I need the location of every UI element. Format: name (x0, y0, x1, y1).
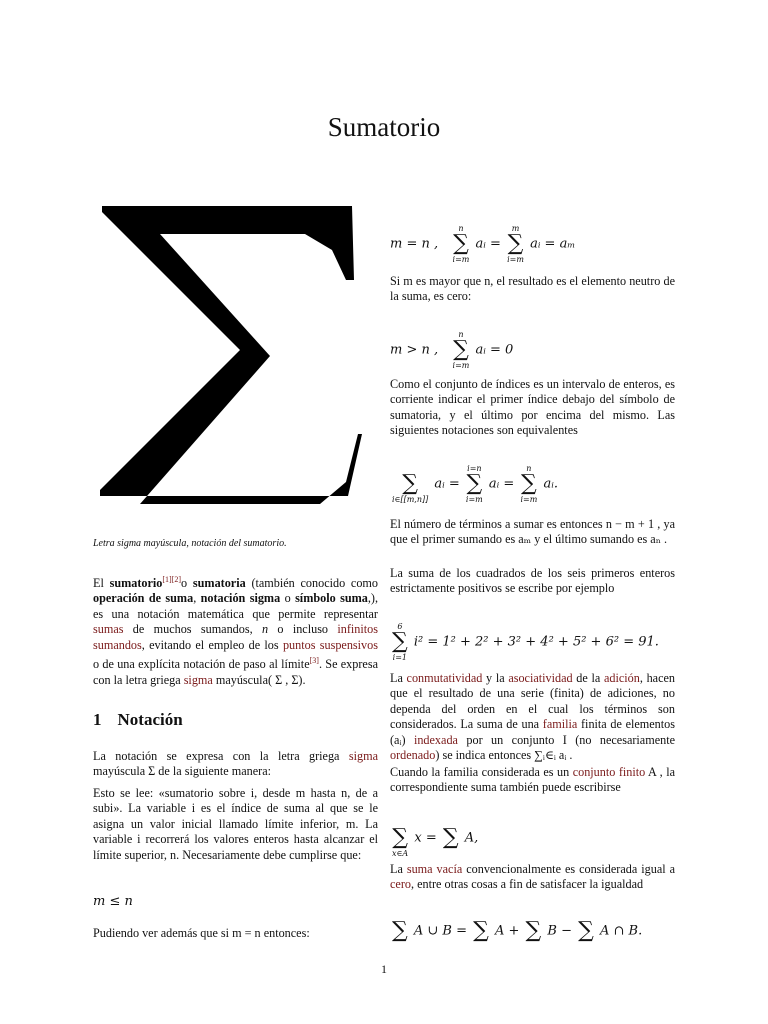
link-familia[interactable]: familia (542, 717, 578, 732)
figure-caption: Letra sigma mayúscula, notación del sumatorio. (93, 538, 287, 549)
link-ordenado[interactable]: ordenado (390, 748, 436, 763)
ref-link-1[interactable]: [1][2] (162, 575, 182, 584)
indices-paragraph: Como el conjunto de índices es un intervalo de enteros, es corriente indicar el primer índice debajo del símbolo de sumatoria, y el último por encima del mismo. Las siguientes notaciones son equivalentes (390, 377, 675, 438)
link-sigma-2[interactable]: sigma (348, 749, 378, 763)
link-conmutatividad[interactable]: conmutatividad (406, 671, 483, 685)
equation-squares: 6 ∑ i=1 i² = 1² + 2² + 3² + 4² + 5² + 6² = 91. (392, 622, 659, 662)
notacion-paragraph-1: La notación se expresa con la letra griega sigma mayúscula Σ de la siguiente manera: (93, 749, 378, 779)
terminos-paragraph: El número de términos a sumar es entonces n − m + 1 , ya que el primer sumando es aₘ y el último sumando es aₙ . (390, 517, 675, 547)
intro-paragraph: El sumatorio[1][2]o sumatoria (también conocido como operación de suma, notación sigma o símbolo suma,), es una notación matemática que permite representar sumas de muchos sumandos, n o incluso infinitos sumandos, evitando el empleo de los puntos suspensivos o de una explícita notación de paso al límite[3]. Se expresa con la letra griega sigma mayúscula( Σ , Σ). (93, 575, 379, 687)
link-conjunto-finito[interactable]: conjunto finito (572, 765, 646, 779)
ref-link-3[interactable]: [3] (309, 656, 319, 666)
link-puntos-suspensivos[interactable]: puntos suspensivos (282, 637, 378, 652)
cuadrados-paragraph: La suma de los cuadrados de los seis primeros enteros estrictamente positivos se escribe por ejemplo (390, 566, 675, 596)
sigma-glyph-shape (100, 206, 362, 504)
link-suma-vacia[interactable]: suma vacía (406, 862, 463, 876)
suma-vacia-paragraph: La suma vacía convencionalmente es considerada igual a cero, entre otras cosas a fin de satisfacer la igualdad (390, 862, 675, 892)
sigma-figure (100, 178, 362, 526)
link-indexada[interactable]: indexada (413, 732, 458, 747)
pudiendo-paragraph: Pudiendo ver además que si m = n entonces: (93, 926, 310, 940)
equation-finite-set-sum: ∑ x∈A x = ∑ A, (392, 825, 479, 858)
conmutatividad-paragraph: La conmutatividad y la asociatividad de la adición, hacen que el resultado de una serie (finita) de adiciones, no dependa del orden en el cual los términos son considerados. La suma de una familia finita de elementos (aᵢ) indexada por un conjunto I (no necesariamente ordenado) se indica entonces ∑ᵢ∈ᵢ aᵢ . (390, 671, 676, 763)
equation-union-sum: ∑ A ∪ B = ∑ A + ∑ B − ∑ A ∩ B. (392, 918, 643, 943)
link-cero[interactable]: cero (390, 877, 411, 892)
familia-paragraph: Cuando la familia considerada es un conjunto finito A , la correspondiente suma también puede escribirse (390, 765, 675, 795)
link-sigma[interactable]: sigma (183, 672, 213, 687)
equation-m-le-n: m ≤ n (93, 894, 133, 909)
link-asociatividad[interactable]: asociatividad (508, 671, 573, 685)
equation-equivalent-notations: ∑ i∈[[m,n]] aᵢ = i=n ∑ i=m aᵢ = n ∑ i=m aᵢ. (392, 464, 558, 504)
section-heading-notacion: 1 Notación (93, 710, 183, 729)
mayor-paragraph: Si m es mayor que n, el resultado es el elemento neutro de la suma, es cero: (390, 274, 675, 304)
equation-m-gt-n: m > n , n ∑ i=m aᵢ = 0 (390, 330, 514, 370)
equation-m-eq-n: m = n , n ∑ i=m aᵢ = m ∑ i=m aᵢ = aₘ (390, 224, 576, 264)
link-sumas[interactable]: sumas (93, 622, 124, 637)
notacion-paragraph-2: Esto se lee: «sumatorio sobre i, desde m hasta n, de a subi». La variable i es el índice de suma al que se le asigna un valor inicial llamado límite inferior, m. La variable i recorrerá los valores enteros hasta alcanzar el límite superior, n. Necesariamente debe cumplirse que: (93, 786, 378, 862)
link-infinitos-sumandos[interactable]: infinitos sumandos (93, 622, 378, 652)
link-adicion[interactable]: adición (603, 671, 640, 685)
page-title: Sumatorio (327, 112, 441, 142)
page-number: 1 (381, 962, 387, 976)
